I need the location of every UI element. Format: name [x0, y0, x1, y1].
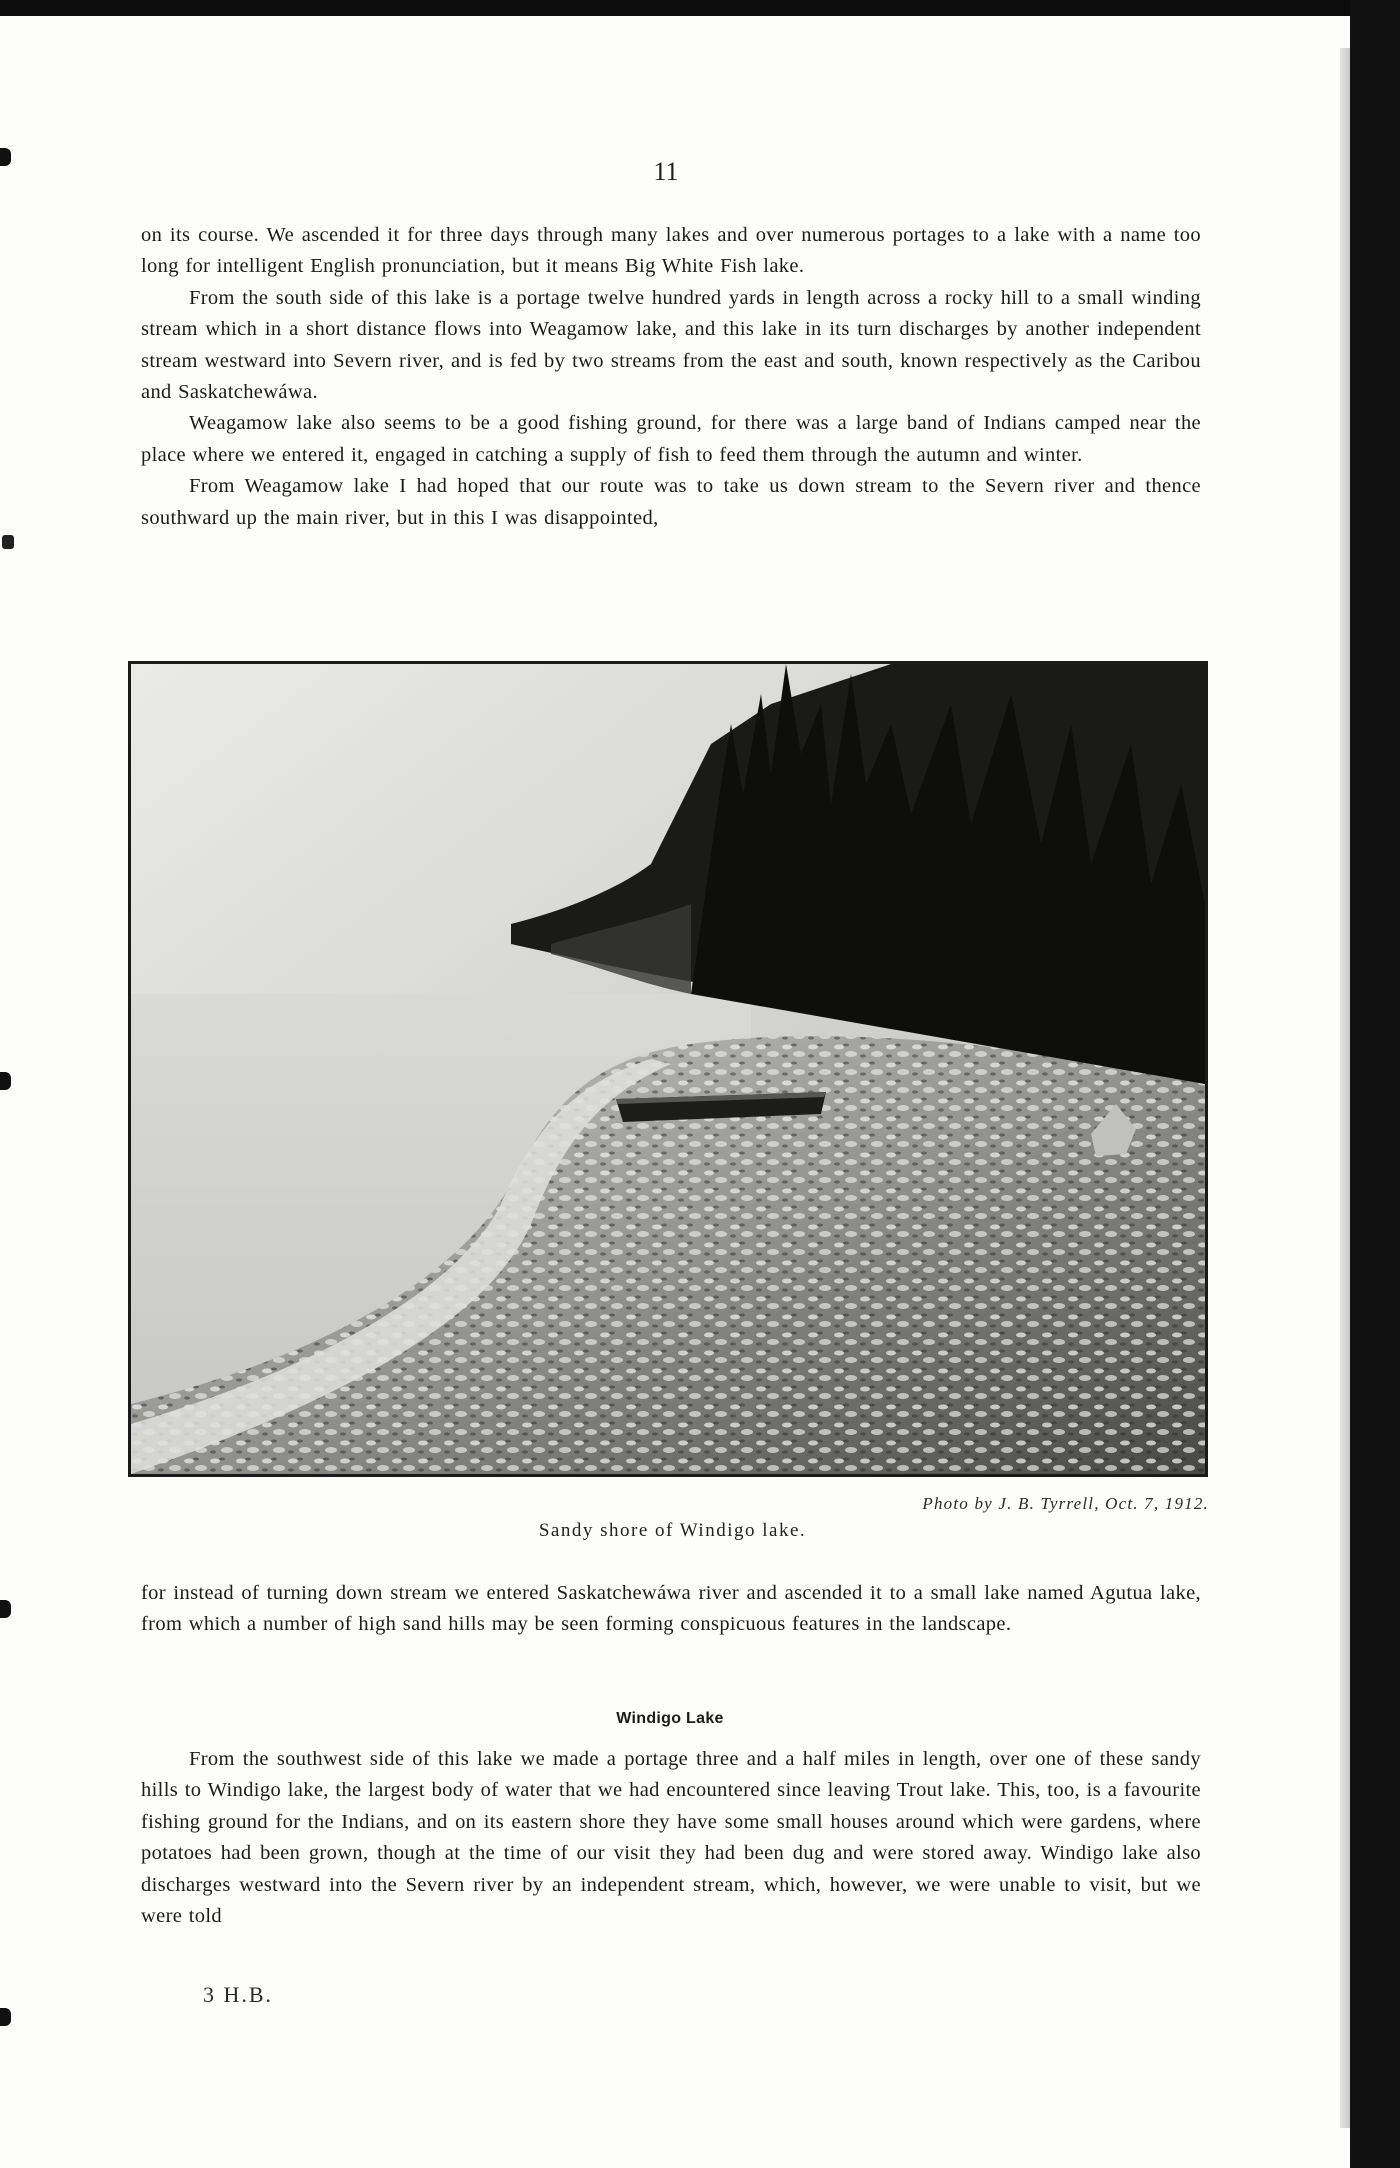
- paragraph-continued: on its course. We ascended it for three days through many lakes and over numerous portages to a lake with a name too long for intelligent English pronunciation, but it means Big White Fish lake.: [141, 224, 1201, 278]
- binding-hole-mark: [0, 2008, 11, 2026]
- photo-caption: Sandy shore of Windigo lake.: [538, 1520, 807, 1541]
- scan-top-border: [0, 0, 1400, 16]
- photo-credit: Photo by J. B. Tyrrell, Oct. 7, 1912.: [922, 1494, 1209, 1513]
- binding-hole-mark: [0, 1600, 11, 1618]
- body-text-bottom: [141, 1744, 1201, 1932]
- paragraph: From Weagamow lake I had hoped that our route was to take us down stream to the Severn river and thence southward up the main river, but in this I was disappointed,: [141, 475, 1201, 529]
- binding-hole-mark: [0, 1072, 11, 1090]
- body-text-middle: [141, 1578, 1201, 1641]
- scan-right-border: [1350, 0, 1400, 2168]
- section-heading: Windigo Lake: [616, 1710, 724, 1727]
- paragraph: From the southwest side of this lake we made a portage three and a half miles in length, over one of these sandy hills to Windigo lake, the largest body of water that we had encountered since leaving Trout lake. This, too, is a favourite fishing ground for the Indians, and on its eastern shore they have some small houses around which were gardens, where potatoes had been grown, though at the time of our visit they had been dug and were stored away. Windigo lake also discharges westward into the Severn river by an independent stream, which, however, we were unable to visit, but we were told: [141, 1748, 1201, 1928]
- body-text-top: [141, 220, 1201, 534]
- paragraph-continued: for instead of turning down stream we entered Saskatchewáwa river and ascended it to a small lake named Agutua lake, from which a number of high sand hills may be seen forming conspicuous features in the landscape.: [141, 1582, 1201, 1636]
- page-edge-shadow: [1340, 48, 1350, 2128]
- paragraph: Weagamow lake also seems to be a good fishing ground, for there was a large band of Indians camped near the place where we entered it, engaged in catching a supply of fish to feed them through the autumn and winter.: [141, 412, 1201, 466]
- binding-clip-mark: [2, 535, 14, 549]
- photograph-windigo-lake-shore: [128, 661, 1208, 1477]
- page-number: 11: [653, 157, 679, 186]
- signature-mark: 3 H.B.: [203, 1982, 274, 2007]
- paragraph: From the south side of this lake is a portage twelve hundred yards in length across a rocky hill to a small winding stream which in a short distance flows into Weagamow lake, and this lake in its turn discharges by another independent stream westward into Severn river, and is fed by two streams from the east and south, known respectively as the Caribou and Saskatchewáwa.: [141, 286, 1201, 404]
